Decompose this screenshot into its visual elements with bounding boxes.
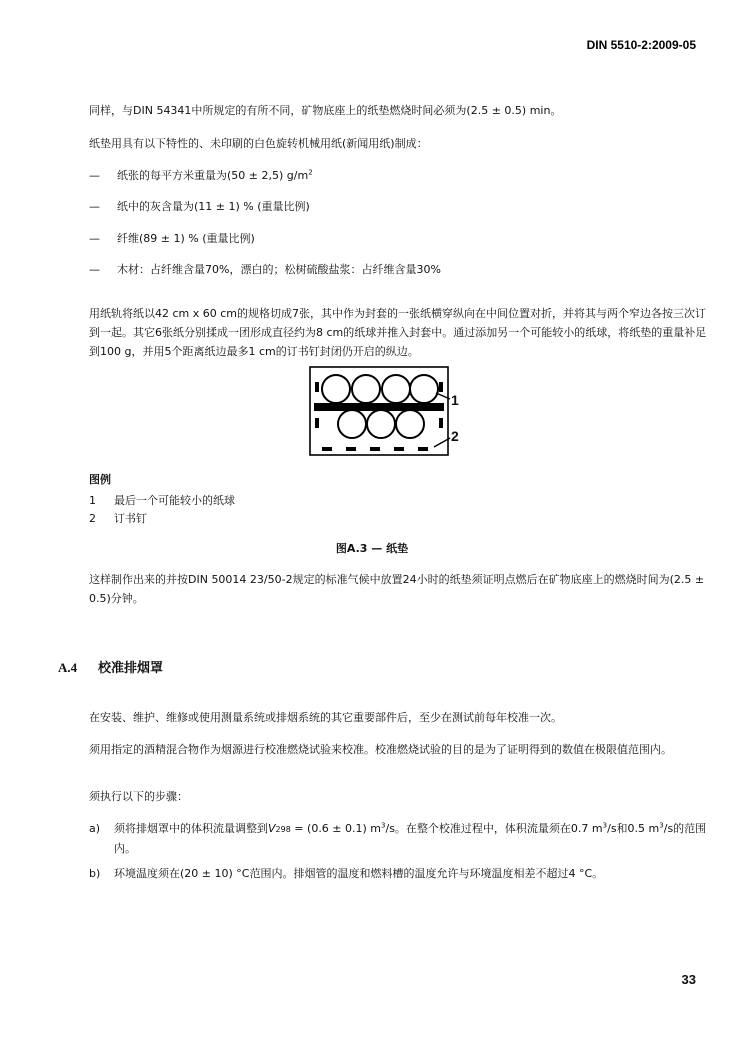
- paragraph-calibration-method: 须用指定的酒精混合物作为烟源进行校准燃烧试验来校准。校准燃烧试验的目的是为了证明得到的数值在极限值范围内。: [89, 743, 672, 756]
- paragraph-calibration-frequency: 在安装、维护、维修或使用测量系统或排烟系统的其它重要部件后，至少在测试前每年校准一次。: [89, 711, 562, 724]
- paper-ball: [382, 375, 410, 403]
- step-a: [89, 819, 709, 858]
- list-item: [89, 260, 441, 279]
- step-text: 环境温度须在(20 ± 10) °C范围内。排烟管的温度和燃料槽的温度允许与环境温度相差不超过4 °C。: [114, 867, 604, 880]
- figure-callout-2: 2: [451, 428, 459, 444]
- paragraph-paper-spec-intro: 纸垫用具有以下特性的、未印刷的白色旋转机械用纸(新闻用纸)制成：: [89, 137, 428, 150]
- paragraph-steps-intro: 须执行以下的步骤：: [89, 790, 188, 803]
- paper-pad-figure: [308, 365, 456, 457]
- list-item-text: 纤维(89 ± 1) % (重量比例): [117, 232, 255, 245]
- figure-callout-1: 1: [451, 392, 459, 408]
- list-item-text: 木材：占纤维含量70%，漂白的；松树硫酸盐浆：占纤维含量30%: [117, 263, 441, 276]
- paragraph-burn-time: 同样，与DIN 54341中所规定的有所不同，矿物底座上的纸垫燃烧时间必须为(2.5 ± 0.5) min。: [89, 104, 562, 117]
- list-item-text: 纸中的灰含量为(11 ± 1) % (重量比例): [117, 200, 310, 213]
- staple: [315, 382, 319, 392]
- list-item: [89, 229, 255, 248]
- section-title: 校准排烟罩: [98, 661, 164, 676]
- list-item: [89, 197, 310, 216]
- paragraph-burn-verification: 这样制作出来的并按DIN 50014 23/50-2规定的标准气候中放置24小时的纸垫须证明点燃后在矿物底座上的燃烧时间为(2.5 ± 0.5)分钟。: [89, 573, 705, 605]
- paper-ball: [396, 410, 424, 438]
- list-item-text: 纸张的每平方米重量为(50 ± 2,5) g/m: [117, 169, 309, 182]
- paper-ball: [338, 410, 366, 438]
- paper-ball: [410, 375, 438, 403]
- paper-ball: [352, 375, 380, 403]
- step-label: b): [89, 867, 101, 880]
- list-item: [89, 166, 313, 185]
- dash-marker: —: [89, 169, 100, 182]
- staple: [394, 447, 404, 451]
- legend-title: 图例: [89, 473, 111, 486]
- step-b: [89, 864, 709, 883]
- legend-number: 2: [89, 512, 96, 525]
- staple: [370, 447, 380, 451]
- legend-item: [89, 492, 235, 508]
- dash-marker: —: [89, 200, 100, 213]
- staple: [439, 418, 443, 428]
- superscript: 2: [308, 168, 313, 177]
- section-heading: [58, 657, 163, 676]
- paper-ball: [322, 375, 350, 403]
- paragraph-pad-construction: 用纸轨将纸以42 cm x 60 cm的规格切成7张，其中作为封套的一张纸横穿纵向在中间位置对折，并将其与两个窄边各按三次订到一起。其它6张纸分别揉成一团形成直径约为8 cm的纸球并推入封套中。通过添加另一个可能较小的纸球，将纸垫的重量补足到100 g，并用5个距离纸边最多1 cm的订书钉封闭仍开启的纵边。: [89, 307, 707, 358]
- legend-text: 最后一个可能较小的纸球: [114, 494, 235, 507]
- document-id-header: DIN 5510-2:2009-05: [586, 38, 696, 52]
- bottom-paper-balls: [338, 410, 424, 438]
- step-text: 须将排烟罩中的体积流量调整到V298 = (0.6 ± 0.1) $m^3/s$。在整个校准过程中，体积流量须在0.7 $m^3/s$和0.5 $m^3/s$的范围内。: [114, 821, 707, 855]
- figure-caption: 图A.3 — 纸垫: [335, 542, 409, 555]
- page-number: 33: [681, 972, 696, 987]
- step-label: a): [89, 822, 101, 835]
- staple: [346, 447, 356, 451]
- staple: [418, 447, 428, 451]
- staple: [439, 382, 443, 392]
- staple: [322, 447, 332, 451]
- legend-text: 订书钉: [114, 512, 147, 525]
- staple: [315, 418, 319, 428]
- dash-marker: —: [89, 232, 100, 245]
- section-number: A.4: [58, 660, 78, 675]
- legend-item: [89, 510, 147, 526]
- dash-marker: —: [89, 263, 100, 276]
- top-paper-balls: [322, 375, 438, 403]
- paper-ball: [367, 410, 395, 438]
- legend-number: 1: [89, 494, 96, 507]
